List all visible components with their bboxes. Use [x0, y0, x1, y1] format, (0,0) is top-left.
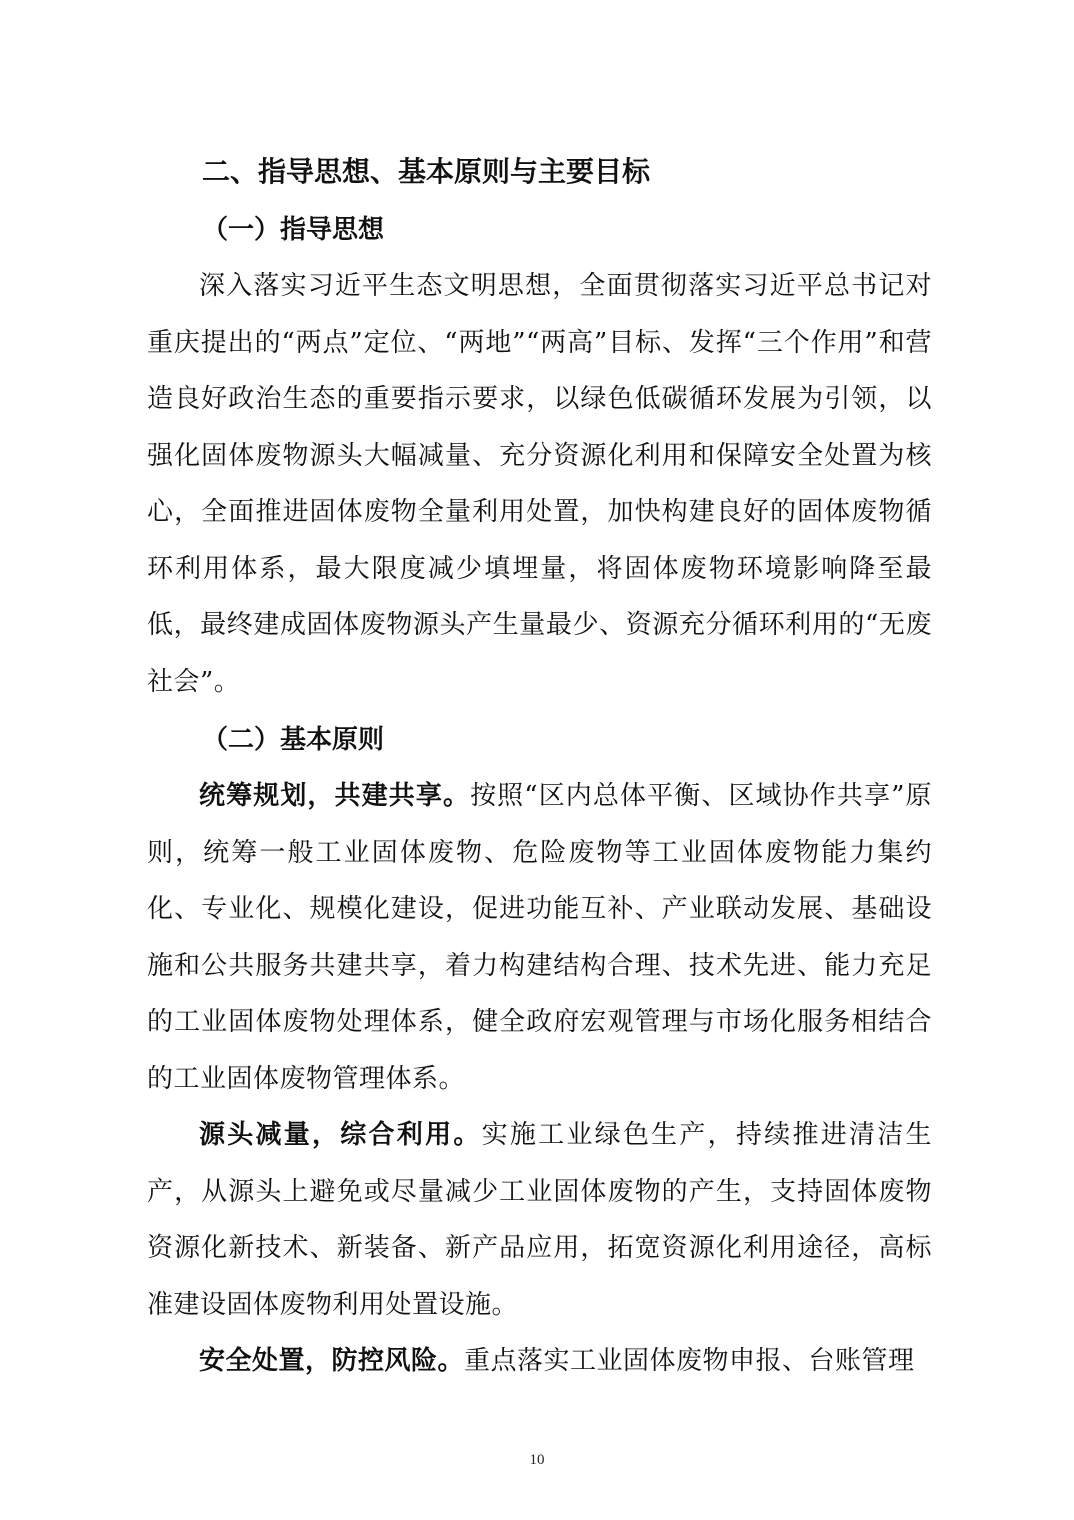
page-number: 10: [529, 1452, 545, 1468]
page-content: [147, 144, 932, 1390]
principle-planning-title: 统筹规划，共建共享。: [199, 781, 471, 811]
principle-safety-title: 安全处置，防控风险。: [199, 1346, 465, 1376]
principle-reduction-title: 源头减量，综合利用。: [199, 1120, 482, 1150]
section-title: 二、指导思想、基本原则与主要目标: [202, 155, 651, 188]
principle-reduction-paragraph: [147, 1107, 932, 1333]
principle-safety-paragraph: [147, 1333, 932, 1390]
subsection-guiding-ideology-title: （一）指导思想: [202, 215, 385, 245]
principle-planning-paragraph: [147, 768, 932, 1107]
principle-reduction-body: 实施工业绿色生产，持续推进清洁生产，从源头上避免或尽量减少工业固体废物的产生，支持固体废物资源化新技术、新装备、新产品应用，拓宽资源化利用途径，高标准建设固体废物利用处置设施。: [147, 1120, 932, 1320]
principle-safety-body: 重点落实工业固体废物申报、台账管理: [464, 1346, 915, 1376]
guiding-ideology-paragraph: 深入落实习近平生态文明思想，全面贯彻落实习近平总书记对重庆提出的“两点”定位、“两地”“两高”目标、发挥“三个作用”和营造良好政治生态的重要指示要求，以绿色低碳循环发展为引领，以强化固体废物源头大幅减量、充分资源化利用和保障安全处置为核心，全面推进固体废物全量利用处置，加快构建良好的固体废物循环利用体系，最大限度减少填埋量，将固体废物环境影响降至最低，最终建成固体废物源头产生量最少、资源充分循环利用的“无废社会”。: [147, 271, 932, 697]
principle-planning-body: 按照“区内总体平衡、区域协作共享”原则，统筹一般工业固体废物、危险废物等工业固体废物能力集约化、专业化、规模化建设，促进功能互补、产业联动发展、基础设施和公共服务共建共享，着力构建结构合理、技术先进、能力充足的工业固体废物处理体系，健全政府宏观管理与市场化服务相结合的工业固体废物管理体系。: [147, 781, 932, 1094]
subsection-basic-principles-title: （二）基本原则: [202, 725, 385, 755]
